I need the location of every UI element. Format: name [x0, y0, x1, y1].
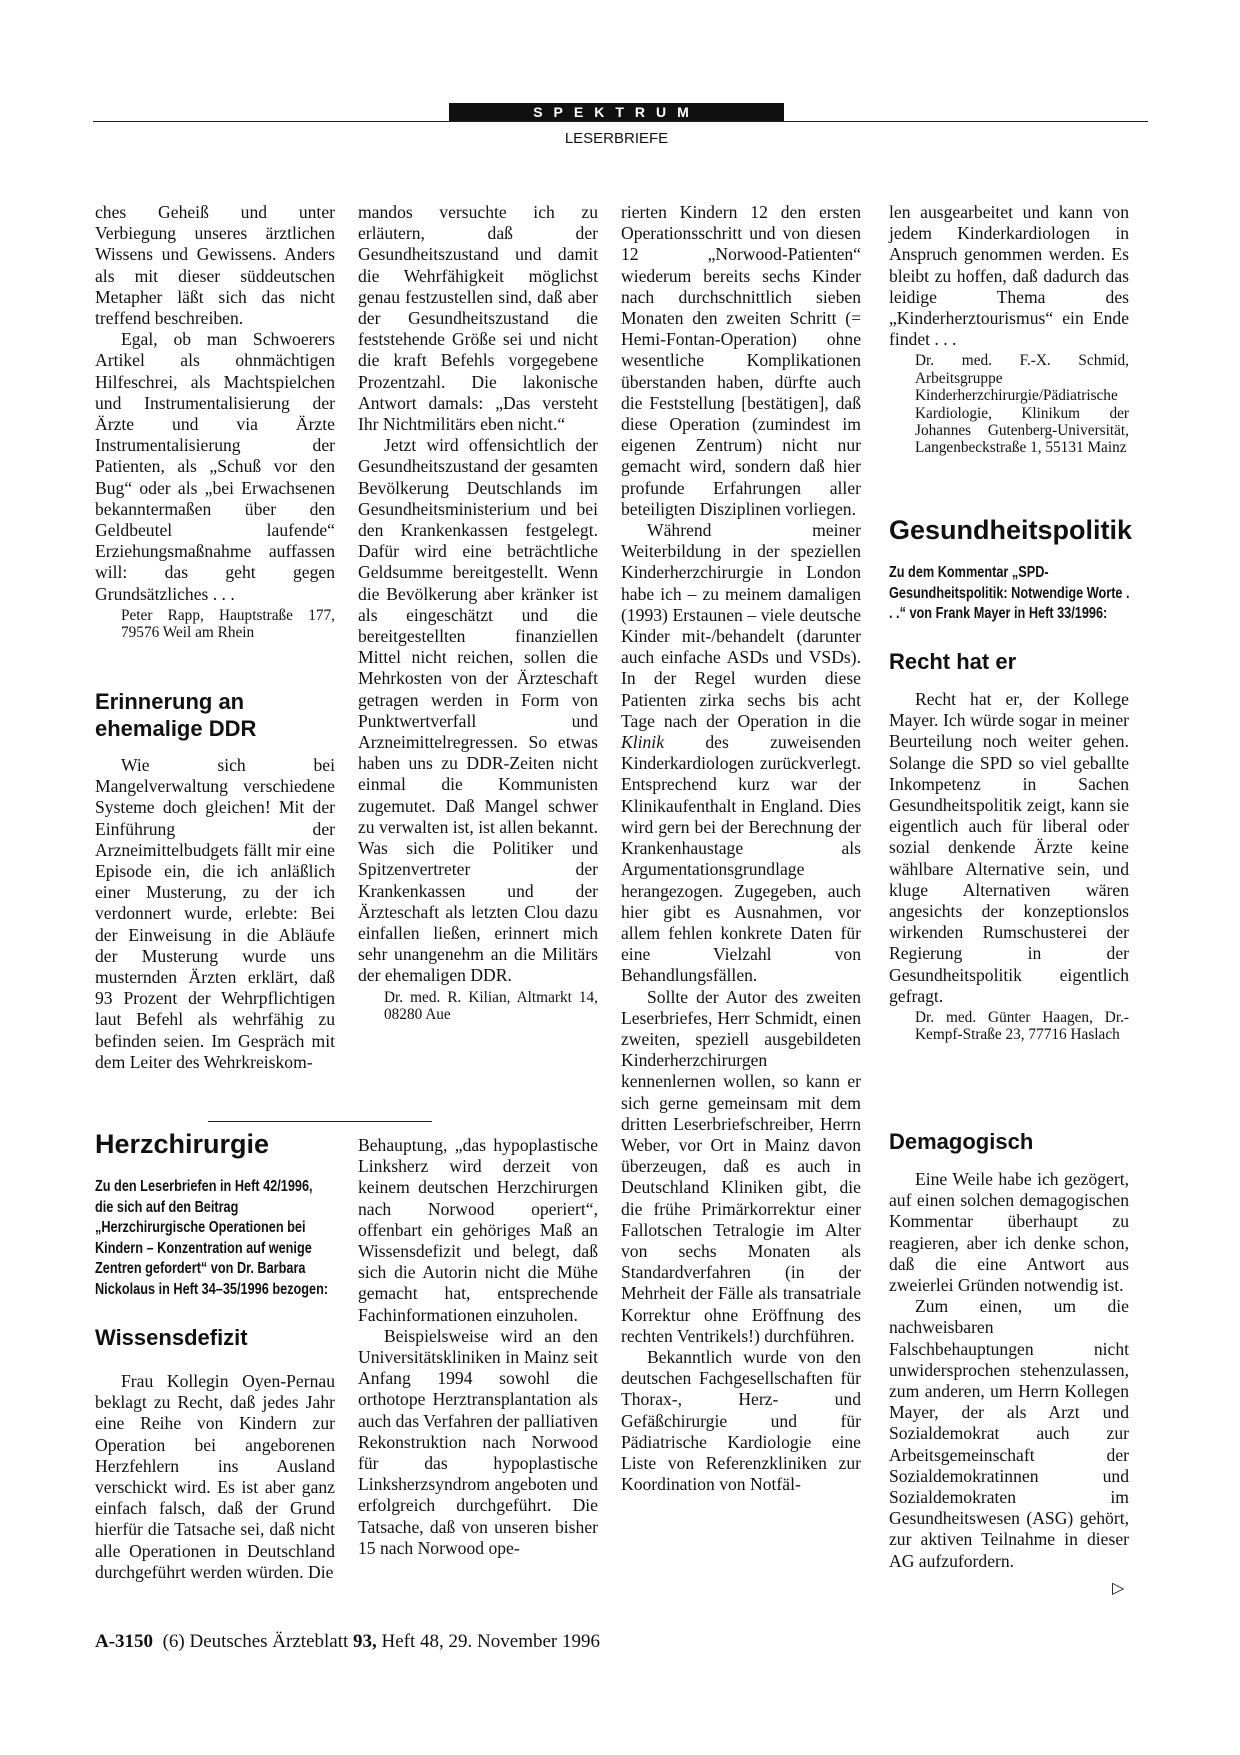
gesund-body1	[889, 689, 1129, 1044]
signature: Dr. med. Günter Haagen, Dr.-Kempf-Straße 23, 77716 Haslach	[915, 1009, 1129, 1044]
paragraph	[621, 520, 861, 986]
paragraph: mandos versuchte ich zu erläutern, daß der Gesundheitszustand und damit die Wehrfähigkeit möglichst genau festzustellen sind, daß aber der Gesundheitszustand die feststehende Größe sei und nicht die kraft Befehls vorgegebene Prozentzahl. Die lakonische Antwort damals: „Das versteht Ihr Nichtmilitärs eben nicht.“	[358, 202, 598, 435]
emphasis: Klinik	[621, 732, 665, 753]
herz-col1	[95, 1371, 335, 1583]
text-run: des zuweisenden Kinderkardiologen zurückverlegt. Entsprechend kurz war der Klinikaufenthalt in England. Dies wird gern bei der Berechnung der Krankenhaustage als Argumentationsgrundlage herangezogen. Zugegeben, auch hier gibt es Ausnahmen, vor allem fehlen konkrete Daten für eine Vielzahl von Behandlungsfällen.	[621, 732, 861, 986]
paragraph: Behauptung, „das hypoplastische Linksherz wird derzeit von keinem deutschen Herzchirurgen nach Norwood operiert“, offenbart ein gehöriges Maß an Wissensdefizit und belegt, daß sich die Autorin nicht die Mühe gemacht hat, entsprechende Fachinformationen einzuholen.	[358, 1135, 598, 1325]
signature: Dr. med. R. Kilian, Altmarkt 14, 08280 Aue	[384, 988, 598, 1023]
col1-top	[95, 202, 335, 642]
subheading-recht-hat-er: Recht hat er	[889, 649, 1017, 674]
paragraph: ches Geheiß und unter Verbiegung unseres ärztlichen Wissens und Gewissens. Anders als mit dieser süddeutschen Metapher läßt sich das nicht treffend beschreiben.	[95, 202, 335, 329]
kicker-herzchirurgie: Zu den Leserbriefen in Heft 42/1996, die sich auf den Beitrag „Herzchirurgische Operationen bei Kindern – Konzentration auf wenige Zentren gefordert“ von Dr. Barbara Nickolaus in Heft 34–35/1996 bezogen:	[95, 1178, 329, 1298]
header-rule	[93, 121, 1148, 122]
issue-text: (6) Deutsches Ärzteblatt	[162, 1631, 354, 1652]
herz-col2	[358, 1135, 598, 1559]
herz-col4	[889, 202, 1129, 457]
issue-date: Heft 48, 29. November 1996	[376, 1631, 600, 1652]
paragraph: Zum einen, um die nachweisbaren Falschbehauptungen nicht unwidersprochen stehenzulassen, zum anderen, um Herrn Kollegen Mayer, der als Arzt und Sozialdemokrat auch zur Arbeitsgemeinschaft der Sozialdemokratinnen und Sozialdemokraten im Gesundheitswesen (ASG) gehört, zur aktiven Teilnahme in dieser AG aufzufordern.	[889, 1296, 1129, 1571]
subheading-wissensdefizit: Wissensdefizit	[95, 1325, 248, 1350]
paragraph: Eine Weile habe ich gezögert, auf einen solchen demagogischen Kommentar überhaupt zu reagieren, aber ich denke schon, daß die eine Antwort aus zweierlei Gründen notwendig ist.	[889, 1169, 1129, 1296]
volume: 93,	[353, 1631, 377, 1652]
heading-herzchirurgie: Herzchirurgie	[95, 1129, 270, 1159]
signature: Dr. med. F.-X. Schmid, Arbeitsgruppe Kinderherzchirurgie/Pädiatrische Kardiologie, Klinikum der Johannes Gutenberg-Universität, Langenbeckstraße 1, 55131 Mainz	[915, 352, 1129, 457]
paragraph: len ausgearbeitet und kann von jedem Kinderkardiologen in Anspruch genommen werden. Es bleibt zu hoffen, daß dadurch das leidige Thema des „Kinderherztourismus“ ein Ende findet . . .	[889, 202, 1129, 350]
ddr-col1	[95, 755, 335, 1073]
section-banner: SPEKTRUM	[449, 103, 784, 122]
gesund-body2	[889, 1169, 1129, 1572]
paragraph: rierten Kindern 12 den ersten Operationsschritt und von diesen 12 „Norwood-Patienten“ wiederum bereits sechs Kinder nach durchschnittlich sieben Monaten den zweiten Schritt (= Hemi-Fontan-Operation) ohne wesentliche Komplikationen überstanden haben, dürfte auch die Feststellung [bestätigen], daß diese Operation (zumindest im eigenen Zentrum) nicht nur gemacht wird, sondern daß hier profunde Erfahrungen aller beteiligten Disziplinen vorliegen.	[621, 202, 861, 519]
paragraph: Recht hat er, der Kollege Mayer. Ich würde sogar in meiner Beurteilung noch weiter gehen. Solange die SPD so viel geballte Inkompetenz in Sachen Gesundheitspolitik zeigt, kann sie eigentlich auch für liberal oder sozial denkende Ärzte keine wählbare Alternative sein, und kluge Alternativen wären angesichts der konzeptionslos wirkenden Rumschusterei der Regierung in der Gesundheitspolitik eigentlich gefragt.	[889, 689, 1129, 1006]
subheading-demagogisch: Demagogisch	[889, 1129, 1034, 1154]
paragraph: Wie sich bei Mangelverwaltung verschiedene Systeme doch gleichen! Mit der Einführung der Arzneimittelbudgets fällt mir eine Episode ein, die ich anläßlich einer Musterung, zu der ich verdonnert wurde, erlebte: Bei der Einweisung in die Abläufe der Musterung wurde uns musternden Ärzten erklärt, daß 93 Prozent der Wehrpflichtigen laut Befehl als wehrfähig zu befinden seien. Im Gespräch mit dem Leiter des Wehrkreiskom-	[95, 755, 335, 1072]
page-number: A-3150	[95, 1631, 154, 1652]
signature: Peter Rapp, Hauptstraße 177, 79576 Weil am Rhein	[121, 606, 335, 642]
paragraph: Frau Kollegin Oyen-Pernau beklagt zu Recht, daß jedes Jahr eine Reihe von Kindern zur Operation bei angeborenen Herzfehlern ins Ausland verschickt wird. Es ist aber ganz einfach falsch, daß der Grund hierfür die Tatsache sei, daß nicht alle Operationen in Deutschland durchgeführt werden würden. Die	[95, 1371, 335, 1582]
heading-gesundheitspolitik: Gesundheitspolitik	[889, 515, 1133, 545]
paragraph: Egal, ob man Schwoerers Artikel als ohnmächtigen Hilfeschrei, als Machtspielchen und Instrumentalisierung der Ärzte und via Ärzte Instrumentalisierung der Patienten, als „Schuß vor den Bug“ oder als „bei Erwachsenen bekanntermaßen über den Geldbeutel laufende“ Erziehungsmaßnahme auffassen will: das geht gegen Grundsätzliches . . .	[95, 329, 335, 604]
paragraph: Sollte der Autor des zweiten Leserbriefes, Herr Schmidt, einen zweiten, speziell ausgebildeten Kinderherzchirurgen kennenlernen wollen, so kann er sich gerne gemeinsam mit dem dritten Leserbriefschreiber, Herrn Weber, vor Ort in Mainz davon überzeugen, daß es auch in Deutschland Kliniken gibt, die die frühe Primärkorrektur einer Fallotschen Tetralogie im Alter von sechs Monaten als Standardverfahren (in der Mehrheit der Fälle als transatriale Korrektur ohne Eröffnung des rechten Ventrikels!) durchführen.	[621, 986, 861, 1346]
paragraph: Beispielsweise wird an den Universitätskliniken in Mainz seit Anfang 1994 sowohl die orthotope Herztransplantation als auch das Verfahren der palliativen Rekonstruktion nach Norwood für das hypoplastische Linksherzsyndrom angeboten und erfolgreich durchgeführt. Die Tatsache, daß von unseren bisher 15 nach Norwood ope-	[358, 1325, 599, 1558]
divider	[208, 1121, 432, 1122]
ddr-col2	[358, 202, 598, 1023]
herz-col3	[621, 202, 861, 1495]
paragraph: Bekanntlich wurde von den deutschen Fachgesellschaften für Thorax-, Herz- und Gefäßchirurgie und für Pädiatrische Kardiologie eine Liste von Referenzkliniken zur Koordination von Notfäl-	[621, 1346, 861, 1495]
paragraph: Jetzt wird offensichtlich der Gesundheitszustand der gesamten Bevölkerung Deutschlands im Gesundheitsministerium und bei den Krankenkassen festgelegt. Dafür wird eine beträchtliche Geldsumme bereitgestellt. Wenn die Bevölkerung aber kränker ist als eingeschätzt und die bereitgestellten finanziellen Mittel nicht reichen, sollen die Mehrkosten von der Ärzteschaft getragen werden in Form von Punktwertverfall und Arzneimittelregressen. So etwas haben uns zu DDR-Zeiten nicht einmal die Kommunisten zugemutet. Daß Mangel schwer zu verwalten ist, ist allen bekannt. Was sich die Politiker und Spitzenvertreter der Krankenkassen und der Ärzteschaft als letzten Clou dazu einfallen ließen, erinnert mich sehr unangenehm an die Militärs der ehemaligen DDR.	[358, 435, 598, 986]
text-run: Während meiner Weiterbildung in der speziellen Kinderherzchirurgie in London habe ich – zu meinem damaligen (1993) Erstaunen – viele deutsche Kinder mit-/behandelt (darunter auch einfache ASDs und VSDs). In der Regel wurden diese Patienten zirka sechs bis acht Tage nach der Operation in die	[621, 520, 861, 731]
triangle-right-icon: ▷	[1112, 1578, 1125, 1597]
heading-ddr: Erinnerung an ehemalige DDR	[95, 689, 257, 741]
subsection-label: LESERBRIEFE	[564, 130, 669, 147]
kicker-gesundheitspolitik: Zu dem Kommentar „SPD-Gesundheitspolitik: Notwendige Worte . . .“ von Frank Mayer in Heft 33/1996:	[889, 564, 1130, 622]
footer	[95, 1631, 600, 1653]
